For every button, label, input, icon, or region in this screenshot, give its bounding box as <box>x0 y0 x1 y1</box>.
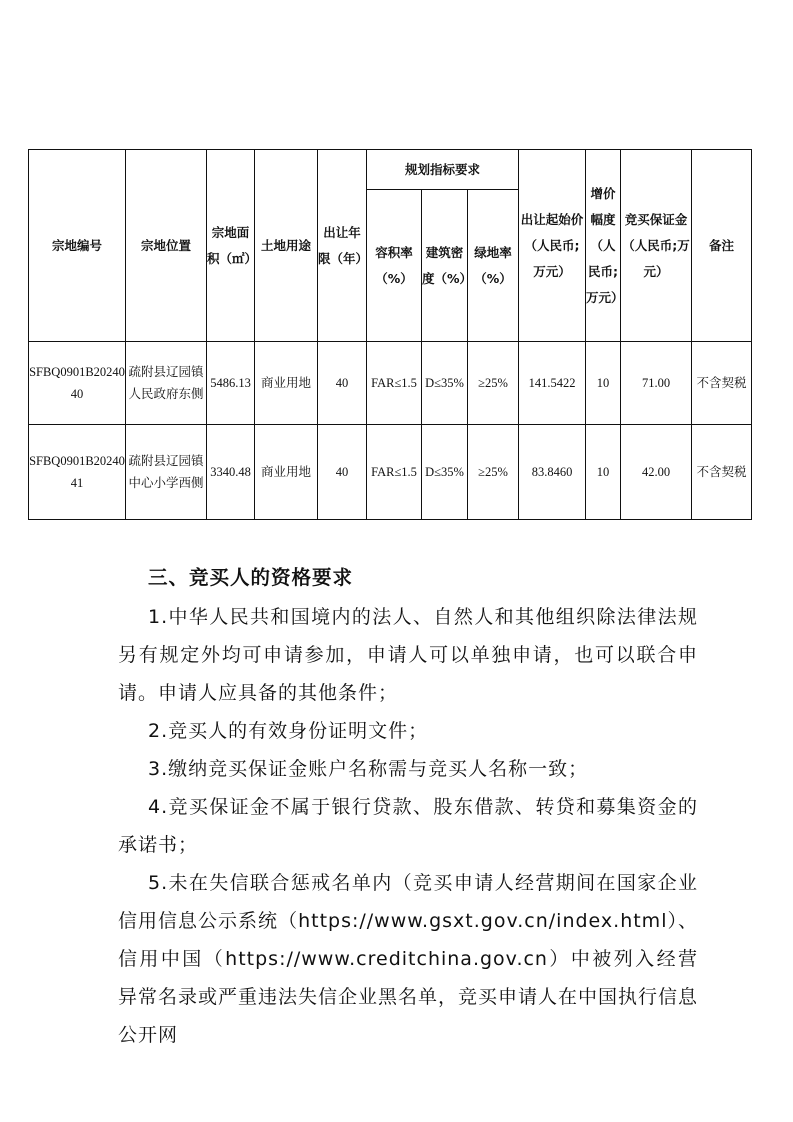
table-row <box>29 342 752 425</box>
table-header-row <box>29 150 752 190</box>
cell-start-price: 141.5422 <box>519 342 586 425</box>
header-planning-group: 规划指标要求 <box>367 150 519 190</box>
paragraph-4: 4.竞买保证金不属于银行贷款、股东借款、转贷和募集资金的承诺书； <box>118 796 698 856</box>
header-location: 宗地位置 <box>126 150 207 342</box>
header-area: 宗地面积（㎡） <box>207 150 255 342</box>
land-parcel-table <box>28 149 752 520</box>
cell-density: D≤35% <box>422 342 468 425</box>
header-parcel-no: 宗地编号 <box>29 150 126 342</box>
cell-far: FAR≤1.5 <box>367 425 422 520</box>
cell-green: ≥25% <box>468 342 519 425</box>
cell-area: 3340.48 <box>207 425 255 520</box>
cell-use: 商业用地 <box>255 425 318 520</box>
cell-parcel-no: SFBQ0901B2024041 <box>29 425 126 520</box>
header-remarks: 备注 <box>692 150 752 342</box>
cell-term: 40 <box>318 342 367 425</box>
header-term: 出让年限（年） <box>318 150 367 342</box>
cell-far: FAR≤1.5 <box>367 342 422 425</box>
cell-location: 疏附县辽园镇中心小学西侧 <box>126 425 207 520</box>
header-deposit: 竞买保证金（人民币;万元） <box>621 150 692 342</box>
cell-increment: 10 <box>586 425 621 520</box>
cell-remarks: 不含契税 <box>692 425 752 520</box>
cell-density: D≤35% <box>422 425 468 520</box>
header-far: 容积率（%） <box>367 190 422 342</box>
header-use: 土地用途 <box>255 150 318 342</box>
cell-start-price: 83.8460 <box>519 425 586 520</box>
paragraph-5: 5.未在失信联合惩戒名单内（竞买申请人经营期间在国家企业信用信息公示系统（https://www.gsxt.gov.cn/index.html）、信用中国（https://www.creditchina.gov.cn）中被列入经营异常名录或严重违法失信企业黑名单，竞买申请人在中国执行信息公开网 <box>118 872 699 1046</box>
section-heading: 三、竞买人的资格要求 <box>148 566 354 589</box>
cell-remarks: 不含契税 <box>692 342 752 425</box>
paragraph-3: 3.缴纳竞买保证金账户名称需与竞买人名称一致； <box>148 758 589 780</box>
cell-use: 商业用地 <box>255 342 318 425</box>
paragraph-1: 1.中华人民共和国境内的法人、自然人和其他组织除法律法规另有规定外均可申请参加，申请人可以单独申请，也可以联合申请。申请人应具备的其他条件； <box>118 606 698 704</box>
header-green: 绿地率（%） <box>468 190 519 342</box>
cell-green: ≥25% <box>468 425 519 520</box>
paragraph-2: 2.竞买人的有效身份证明文件； <box>148 720 429 742</box>
cell-area: 5486.13 <box>207 342 255 425</box>
cell-parcel-no: SFBQ0901B2024040 <box>29 342 126 425</box>
header-increment: 增价幅度（人民币;万元） <box>586 150 621 342</box>
cell-deposit: 42.00 <box>621 425 692 520</box>
section-body <box>118 598 698 1054</box>
header-start-price: 出让起始价（人民币;万元） <box>519 150 586 342</box>
header-density: 建筑密度（%） <box>422 190 468 342</box>
cell-location: 疏附县辽园镇人民政府东侧 <box>126 342 207 425</box>
cell-increment: 10 <box>586 342 621 425</box>
cell-deposit: 71.00 <box>621 342 692 425</box>
table-row <box>29 425 752 520</box>
cell-term: 40 <box>318 425 367 520</box>
